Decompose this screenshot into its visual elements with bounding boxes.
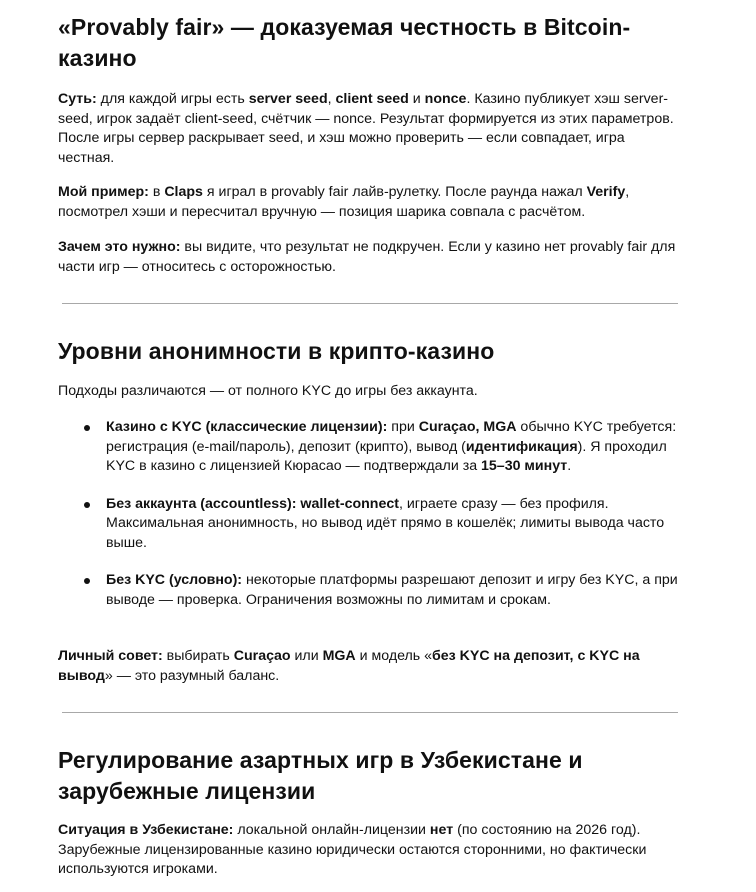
list-item-label: Без KYC (условно):: [106, 572, 243, 588]
paragraph-essence: [58, 90, 683, 168]
bullet-icon: [84, 502, 90, 508]
section-divider: [62, 712, 678, 713]
paragraph-personal-tip: [58, 647, 683, 686]
text-run: , посмотрел хэши и пересчитал вручную — позиция шарика совпала с расчётом.: [58, 184, 630, 220]
anonymity-list: [58, 418, 688, 610]
term-mga: MGA: [322, 648, 356, 664]
list-item-no-kyc: [58, 571, 688, 610]
term-claps: Claps: [164, 184, 203, 200]
text-run: ). Я проходил KYC в казино с лицензией Кюрасао — подтверждали за: [106, 438, 667, 474]
term-verify: Verify: [586, 184, 626, 200]
text-run: (по состоянию на 2026 год). Зарубежные лицензированные казино юридически остаются сторонними, но фактически используются игроками.: [58, 822, 647, 877]
label-why-needed: Зачем это нужно:: [58, 239, 181, 255]
text-run: при: [387, 419, 419, 435]
label-personal-tip: Личный совет:: [58, 648, 163, 664]
list-item-label: Казино с KYC (классические лицензии):: [106, 419, 388, 435]
term-kyc-model: без KYC на депозит, с KYC на вывод: [58, 648, 640, 684]
label-my-example: Мой пример:: [58, 184, 149, 200]
term-server-seed: server seed: [248, 91, 328, 107]
text-run: обычно KYC требуется: регистрация (e-mail/пароль), депозит (крипто), вывод (: [106, 419, 677, 455]
label-essence: Суть:: [58, 91, 97, 107]
text-run: я играл в provably fair лайв-рулетку. После раунда нажал: [202, 184, 587, 200]
term-licenses: Curaçao, MGA: [418, 419, 517, 435]
paragraph-uzbekistan-situation: [58, 821, 683, 880]
section-divider: [62, 303, 678, 304]
text-run: для каждой игры есть: [96, 91, 249, 107]
term-identification: идентификация: [465, 438, 578, 455]
term-nonce: nonce: [424, 91, 467, 107]
section-title-anonymity-levels: Уровни анонимности в крипто-казино: [58, 338, 495, 364]
term-curacao: Curaçao: [233, 648, 291, 664]
text-run: и: [408, 91, 425, 107]
text-run: .: [567, 458, 572, 474]
section-title-regulation: Регулирование азартных игр в Узбекистане и зарубежные лицензии: [58, 747, 583, 804]
bullet-icon: [84, 578, 90, 584]
text-run: ,: [327, 91, 336, 107]
text-run: и модель «: [355, 648, 433, 664]
section-title-provably-fair: «Provably fair» — доказуемая честность в Bitcoin-казино: [58, 14, 631, 71]
term-client-seed: client seed: [335, 91, 409, 107]
text-run: » — это разумный баланс.: [104, 667, 280, 684]
text-run: или: [290, 648, 323, 664]
text-run: , играете сразу — без профиля. Максимальная анонимность, но вывод идёт прямо в кошелёк; лимиты вывода часто выше.: [106, 495, 665, 551]
list-item-accountless: [58, 495, 688, 554]
term-none: нет: [429, 822, 454, 838]
text-run: в: [148, 184, 165, 200]
bullet-icon: [84, 425, 90, 431]
text-run: некоторые платформы разрешают депозит и игру без KYC, а при выводе — проверка. Ограничения возможны по лимитам и срокам.: [106, 572, 678, 608]
paragraph-intro: Подходы различаются — от полного KYC до игры без аккаунта.: [58, 383, 478, 399]
label-situation: Ситуация в Узбекистане:: [58, 822, 234, 838]
term-duration: 15–30 минут: [481, 458, 568, 474]
text-run: выбирать: [162, 648, 234, 664]
list-item-kyc-casino: [58, 418, 688, 477]
text-run: вы видите, что результат не подкручен. Если у казино нет provably fair для части игр — относитесь с осторожностью.: [58, 239, 676, 275]
paragraph-why-needed: [58, 238, 683, 277]
list-item-label: Без аккаунта (accountless): wallet-connect: [106, 495, 399, 512]
paragraph-my-example: [58, 183, 683, 222]
text-run: . Казино публикует хэш server-seed, игрок задаёт client-seed, счётчик — nonce. Результат формируется из этих параметров. После игры сервер раскрывает seed, и хэш можно проверить — если совпадает, игра честная.: [58, 91, 674, 166]
text-run: локальной онлайн-лицензии: [233, 822, 430, 838]
